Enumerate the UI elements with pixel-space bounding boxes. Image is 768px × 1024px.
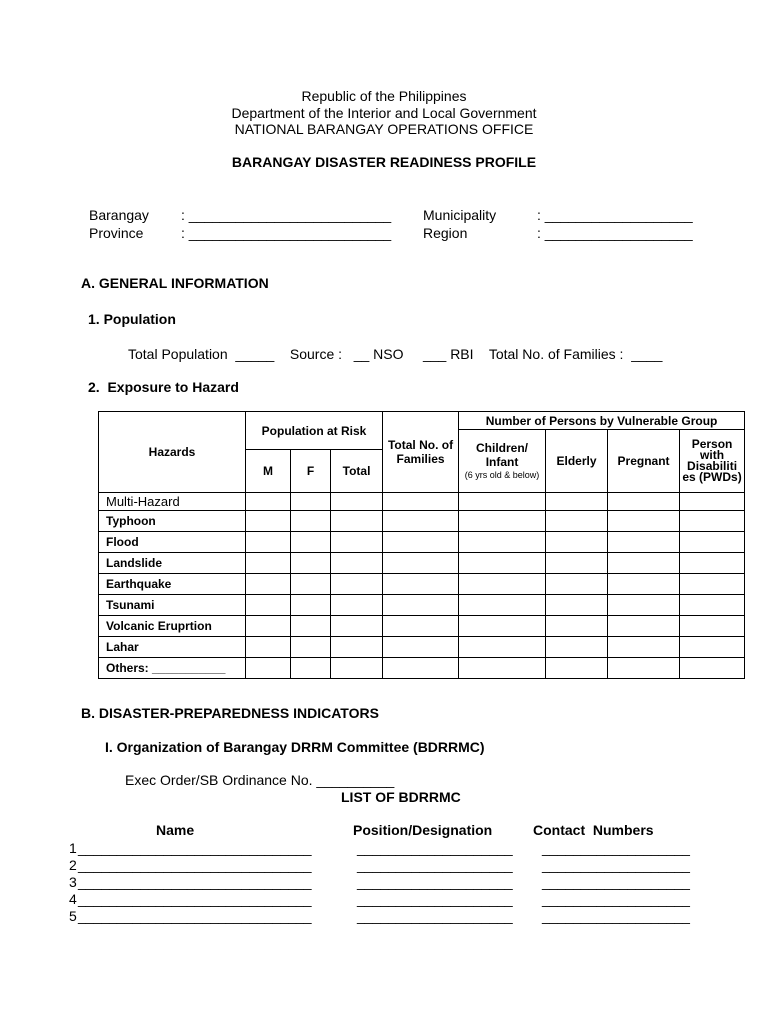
contact-blank[interactable]: ___________________ — [542, 891, 690, 907]
hazard-cell[interactable] — [383, 532, 459, 553]
hazard-cell[interactable] — [291, 553, 331, 574]
children-header — [459, 430, 546, 493]
female-header: F — [291, 450, 331, 493]
hazard-row — [99, 637, 745, 658]
header-republic: Republic of the Philippines — [301, 88, 467, 104]
hazard-cell[interactable] — [331, 511, 383, 532]
population-line: Total Population _____ Source : __ NSO ___ RBI Total No. of Families : ____ — [128, 346, 663, 362]
hazard-cell[interactable] — [680, 616, 745, 637]
hazard-cell[interactable] — [608, 574, 680, 595]
contact-blank[interactable]: ___________________ — [542, 840, 690, 856]
hazard-cell[interactable] — [459, 532, 546, 553]
pregnant-header: Pregnant — [608, 430, 680, 493]
hazard-cell[interactable] — [608, 637, 680, 658]
hazard-cell[interactable] — [331, 574, 383, 595]
hazard-cell[interactable] — [383, 658, 459, 679]
hazard-cell[interactable] — [546, 493, 608, 511]
hazard-cell[interactable] — [680, 511, 745, 532]
hazard-name: Lahar — [99, 637, 246, 658]
position-blank[interactable]: ____________________ — [357, 891, 513, 907]
children-label: Children/ Infant — [476, 441, 529, 469]
hazard-cell[interactable] — [546, 616, 608, 637]
pwd-header: Person with Disabiliti es (PWDs) — [680, 430, 745, 493]
hazards-header: Hazards — [99, 412, 246, 493]
municipality-field: : ___________________ — [537, 207, 693, 223]
name-blank[interactable]: ______________________________ — [78, 908, 312, 924]
name-blank[interactable]: ______________________________ — [78, 857, 312, 873]
hazard-cell[interactable] — [459, 595, 546, 616]
hazard-cell[interactable] — [383, 553, 459, 574]
province-label: Province — [89, 225, 144, 241]
hazard-cell[interactable] — [331, 658, 383, 679]
hazard-name: Volcanic Eruprtion — [99, 616, 246, 637]
vulnerable-group-header: Number of Persons by Vulnerable Group — [459, 412, 745, 430]
population-heading: 1. Population — [88, 311, 176, 327]
hazard-cell[interactable] — [291, 532, 331, 553]
hazard-cell[interactable] — [291, 616, 331, 637]
bdrrmc-heading: I. Organization of Barangay DRRM Committee (BDRRMC) — [105, 739, 485, 755]
position-blank[interactable]: ____________________ — [357, 908, 513, 924]
exec-order-line: Exec Order/SB Ordinance No. __________ — [125, 772, 395, 788]
hazard-row — [99, 595, 745, 616]
hazard-cell[interactable] — [546, 511, 608, 532]
hazard-cell[interactable] — [546, 637, 608, 658]
hazard-cell[interactable] — [331, 553, 383, 574]
hazard-row — [99, 511, 745, 532]
hazard-cell[interactable] — [608, 553, 680, 574]
hazard-cell[interactable] — [459, 658, 546, 679]
name-blank[interactable]: ______________________________ — [78, 874, 312, 890]
hazard-name: Flood — [99, 532, 246, 553]
entry-number: 1 — [69, 840, 77, 856]
hazard-cell[interactable] — [383, 637, 459, 658]
hazard-cell[interactable] — [459, 493, 546, 511]
hazard-cell[interactable] — [246, 595, 291, 616]
hazard-cell[interactable] — [246, 616, 291, 637]
name-blank[interactable]: ______________________________ — [78, 840, 312, 856]
hazard-cell[interactable] — [608, 616, 680, 637]
entry-number: 3 — [69, 874, 77, 890]
hazard-row — [99, 532, 745, 553]
hazard-name: Multi-Hazard — [99, 493, 246, 511]
hazard-cell[interactable] — [459, 553, 546, 574]
position-blank[interactable]: ____________________ — [357, 840, 513, 856]
hazard-cell[interactable] — [331, 493, 383, 511]
hazard-cell[interactable] — [459, 637, 546, 658]
hazard-cell[interactable] — [246, 511, 291, 532]
entry-number: 4 — [69, 891, 77, 907]
hazard-cell[interactable] — [608, 511, 680, 532]
hazard-name: Earthquake — [99, 574, 246, 595]
hazard-cell[interactable] — [459, 616, 546, 637]
hazard-row — [99, 553, 745, 574]
hazard-cell[interactable] — [546, 658, 608, 679]
list-title: LIST OF BDRRMC — [341, 789, 461, 805]
hazard-cell[interactable] — [383, 616, 459, 637]
hazard-cell[interactable] — [608, 595, 680, 616]
exposure-heading: 2. Exposure to Hazard — [88, 379, 239, 395]
hazard-table — [98, 411, 745, 679]
hazard-cell[interactable] — [331, 595, 383, 616]
barangay-field: : __________________________ — [181, 207, 392, 223]
hazard-cell[interactable] — [546, 574, 608, 595]
section-a-heading: A. GENERAL INFORMATION — [81, 275, 269, 291]
hazard-cell[interactable] — [383, 574, 459, 595]
male-header: M — [246, 450, 291, 493]
hazard-cell[interactable] — [246, 658, 291, 679]
hazard-cell[interactable] — [383, 595, 459, 616]
hazard-cell[interactable] — [680, 595, 745, 616]
hazard-cell[interactable] — [246, 532, 291, 553]
hazard-cell[interactable] — [291, 574, 331, 595]
hazard-row — [99, 658, 745, 679]
entry-number: 2 — [69, 857, 77, 873]
total-families-header: Total No. of Families — [383, 412, 459, 493]
hazard-name: Typhoon — [99, 511, 246, 532]
contact-blank[interactable]: ___________________ — [542, 908, 690, 924]
hazard-cell[interactable] — [383, 511, 459, 532]
hazard-cell[interactable] — [246, 553, 291, 574]
hazard-cell[interactable] — [291, 637, 331, 658]
hazard-cell[interactable] — [291, 511, 331, 532]
population-at-risk-header: Population at Risk — [246, 412, 383, 450]
hazard-cell[interactable] — [459, 574, 546, 595]
hazard-cell[interactable] — [680, 532, 745, 553]
elderly-header: Elderly — [546, 430, 608, 493]
header-department: Department of the Interior and Local Government — [231, 105, 537, 121]
region-field: : ___________________ — [537, 225, 693, 241]
position-blank[interactable]: ____________________ — [357, 874, 513, 890]
region-label: Region — [423, 225, 468, 241]
hazard-cell[interactable] — [546, 595, 608, 616]
hazard-name: Landslide — [99, 553, 246, 574]
hazard-cell[interactable] — [680, 493, 745, 511]
hazard-name: Others: ___________ — [99, 658, 246, 679]
hazard-cell[interactable] — [608, 658, 680, 679]
position-blank[interactable]: ____________________ — [357, 857, 513, 873]
hazard-cell[interactable] — [291, 493, 331, 511]
name-blank[interactable]: ______________________________ — [78, 891, 312, 907]
hazard-cell[interactable] — [331, 532, 383, 553]
entry-number: 5 — [69, 908, 77, 924]
hazard-cell[interactable] — [246, 574, 291, 595]
province-field: : __________________________ — [181, 225, 392, 241]
name-column-header: Name — [156, 822, 195, 838]
hazard-cell[interactable] — [680, 553, 745, 574]
contact-blank[interactable]: ___________________ — [542, 874, 690, 890]
position-column-header: Position/Designation — [353, 822, 493, 838]
hazard-cell[interactable] — [246, 637, 291, 658]
contact-column-header: Contact Numbers — [533, 822, 654, 838]
hazard-cell[interactable] — [459, 511, 546, 532]
page-title: BARANGAY DISASTER READINESS PROFILE — [231, 154, 537, 170]
hazard-name: Tsunami — [99, 595, 246, 616]
hazard-cell[interactable] — [246, 493, 291, 511]
municipality-label: Municipality — [423, 207, 497, 223]
contact-blank[interactable]: ___________________ — [542, 857, 690, 873]
hazard-cell[interactable] — [680, 658, 745, 679]
hazard-row — [99, 574, 745, 595]
hazard-row — [99, 493, 745, 511]
header-office: NATIONAL BARANGAY OPERATIONS OFFICE — [234, 121, 534, 137]
children-note: (6 yrs old & below) — [464, 470, 540, 480]
hazard-row — [99, 616, 745, 637]
section-b-heading: B. DISASTER-PREPAREDNESS INDICATORS — [81, 705, 379, 721]
hazard-cell[interactable] — [383, 493, 459, 511]
hazard-cell[interactable] — [331, 637, 383, 658]
hazard-cell[interactable] — [546, 532, 608, 553]
hazard-cell[interactable] — [680, 637, 745, 658]
barangay-label: Barangay — [89, 207, 149, 223]
total-header: Total — [331, 450, 383, 493]
hazard-cell[interactable] — [608, 493, 680, 511]
hazard-cell[interactable] — [546, 553, 608, 574]
hazard-cell[interactable] — [291, 595, 331, 616]
hazard-cell[interactable] — [291, 658, 331, 679]
hazard-cell[interactable] — [608, 532, 680, 553]
hazard-cell[interactable] — [680, 574, 745, 595]
hazard-cell[interactable] — [331, 616, 383, 637]
